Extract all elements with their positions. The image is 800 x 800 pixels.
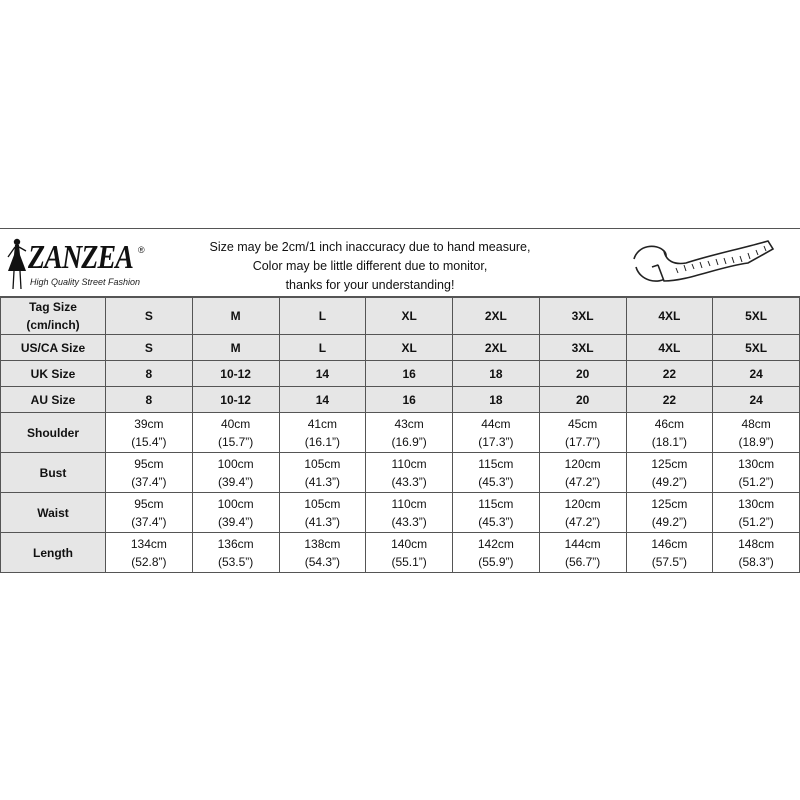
notice-line: Color may be little different due to monitor, [252, 259, 488, 273]
table-cell [192, 533, 279, 573]
size-table [0, 297, 800, 573]
table-cell [366, 493, 453, 533]
cell-cm: 148cm [738, 536, 775, 551]
cell-cm: 115cm [478, 496, 514, 511]
cell-inch: (52.8”) [131, 554, 167, 569]
table-cell: 16 [366, 361, 453, 387]
table-row-us-ca-size [1, 335, 800, 361]
table-row-tag-size [1, 298, 800, 335]
size-header: 2XL [453, 298, 540, 335]
notice-text [200, 238, 540, 295]
table-cell [106, 533, 193, 573]
cell-inch: (15.7”) [217, 434, 254, 449]
cell-inch: (15.4”) [131, 434, 167, 449]
table-cell [366, 453, 453, 493]
table-cell: S [106, 335, 193, 361]
cell-inch: (18.1”) [651, 434, 688, 449]
cell-inch: (41.3”) [304, 514, 341, 529]
table-cell [279, 453, 366, 493]
table-cell: 24 [713, 361, 800, 387]
table-row-au-size [1, 387, 800, 413]
cell-inch: (39.4”) [217, 474, 254, 489]
table-cell: 8 [106, 387, 193, 413]
table-cell [192, 413, 279, 453]
size-header: S [106, 298, 193, 335]
table-cell: XL [366, 335, 453, 361]
brand-logo [4, 237, 154, 293]
brand-name: ZANZEA [28, 239, 134, 276]
cell-inch: (16.1”) [304, 434, 341, 449]
row-label: US/CA Size [1, 335, 106, 361]
table-cell: 18 [453, 387, 540, 413]
row-label-tag-size [1, 298, 106, 335]
cell-cm: 140cm [391, 536, 428, 551]
table-cell: 16 [366, 387, 453, 413]
table-cell: 10-12 [192, 361, 279, 387]
cell-cm: 48cm [741, 416, 771, 431]
table-cell [539, 453, 626, 493]
table-cell [192, 493, 279, 533]
cell-inch: (39.4”) [217, 514, 254, 529]
cell-cm: 110cm [391, 456, 427, 471]
dress-silhouette-icon [4, 237, 30, 291]
cell-cm: 95cm [134, 496, 164, 511]
cell-inch: (47.2”) [564, 514, 601, 529]
cell-cm: 40cm [220, 416, 251, 431]
table-cell [106, 453, 193, 493]
table-cell [279, 413, 366, 453]
table-cell [366, 533, 453, 573]
size-header: M [192, 298, 279, 335]
table-row-uk-size [1, 361, 800, 387]
table-cell [626, 533, 713, 573]
table-row-bust [1, 453, 800, 493]
cell-inch: (51.2”) [738, 474, 774, 489]
table-cell [279, 533, 366, 573]
cell-inch: (57.5”) [651, 554, 688, 569]
cell-cm: 95cm [134, 456, 164, 471]
table-cell: 14 [279, 387, 366, 413]
table-row-waist [1, 493, 800, 533]
cell-inch: (17.3”) [478, 434, 514, 449]
table-cell: 20 [539, 361, 626, 387]
cell-cm: 45cm [567, 416, 598, 431]
table-cell [106, 413, 193, 453]
table-cell: L [279, 335, 366, 361]
table-cell: 8 [106, 361, 193, 387]
table-cell: 24 [713, 387, 800, 413]
cell-inch: (49.2”) [651, 514, 688, 529]
table-cell [279, 493, 366, 533]
table-cell: 20 [539, 387, 626, 413]
row-label: Shoulder [1, 413, 106, 453]
cell-cm: 146cm [651, 536, 688, 551]
table-cell: 5XL [713, 335, 800, 361]
cell-inch: (56.7”) [564, 554, 601, 569]
size-chart [0, 228, 800, 570]
cell-inch: (51.2”) [738, 514, 774, 529]
cell-cm: 39cm [134, 416, 164, 431]
row-label: Waist [1, 493, 106, 533]
table-cell: 3XL [539, 335, 626, 361]
notice-line: Size may be 2cm/1 inch inaccuracy due to hand measure, [209, 240, 531, 254]
registered-mark: ® [138, 245, 145, 255]
table-cell [539, 493, 626, 533]
size-header: L [279, 298, 366, 335]
cell-inch: (41.3”) [304, 474, 341, 489]
cell-inch: (49.2”) [651, 474, 688, 489]
cell-inch: (54.3”) [304, 554, 341, 569]
cell-cm: 105cm [304, 496, 341, 511]
cell-cm: 115cm [478, 456, 514, 471]
cell-cm: 44cm [481, 416, 511, 431]
cell-inch: (58.3”) [738, 554, 774, 569]
table-row-length [1, 533, 800, 573]
brand-tagline: High Quality Street Fashion [30, 277, 141, 287]
cell-cm: 134cm [130, 536, 167, 551]
table-cell: 4XL [626, 335, 713, 361]
table-cell: 22 [626, 387, 713, 413]
cell-cm: 136cm [217, 536, 254, 551]
table-cell [366, 413, 453, 453]
table-cell [713, 413, 800, 453]
cell-inch: (37.4”) [131, 474, 167, 489]
row-label: AU Size [1, 387, 106, 413]
table-cell [539, 413, 626, 453]
cell-inch: (18.9”) [738, 434, 774, 449]
cell-cm: 105cm [304, 456, 341, 471]
row-label: UK Size [1, 361, 106, 387]
table-cell [453, 493, 540, 533]
table-cell [453, 453, 540, 493]
size-header: 3XL [539, 298, 626, 335]
cell-cm: 130cm [738, 496, 775, 511]
cell-cm: 125cm [651, 496, 688, 511]
table-cell [626, 453, 713, 493]
measuring-tape-icon [628, 237, 778, 289]
cell-inch: (16.9”) [391, 434, 427, 449]
cell-inch: (45.3”) [478, 514, 514, 529]
table-cell [453, 413, 540, 453]
cell-inch: (43.3”) [391, 474, 427, 489]
cell-cm: 125cm [651, 456, 688, 471]
cell-cm: 142cm [477, 536, 514, 551]
cell-cm: 41cm [307, 416, 338, 431]
cell-cm: 144cm [564, 536, 601, 551]
size-header: XL [366, 298, 453, 335]
table-cell [713, 453, 800, 493]
notice-line: thanks for your understanding! [285, 278, 455, 292]
table-cell [539, 533, 626, 573]
row-label: Length [1, 533, 106, 573]
cell-inch: (37.4”) [131, 514, 167, 529]
table-cell [713, 493, 800, 533]
table-cell: 22 [626, 361, 713, 387]
cell-cm: 138cm [304, 536, 341, 551]
cell-cm: 120cm [564, 456, 601, 471]
cell-cm: 110cm [391, 496, 427, 511]
table-cell: 18 [453, 361, 540, 387]
size-header: 4XL [626, 298, 713, 335]
table-cell [453, 533, 540, 573]
table-cell [713, 533, 800, 573]
cell-inch: (47.2”) [564, 474, 601, 489]
tag-size-label: Tag Size [29, 300, 77, 314]
table-row-shoulder [1, 413, 800, 453]
cell-cm: 43cm [394, 416, 424, 431]
cell-inch: (55.1”) [391, 554, 427, 569]
row-label: Bust [1, 453, 106, 493]
cell-inch: (55.9”) [478, 554, 514, 569]
cell-cm: 100cm [217, 456, 254, 471]
cell-cm: 130cm [738, 456, 775, 471]
cell-cm: 120cm [564, 496, 601, 511]
cell-inch: (45.3”) [478, 474, 514, 489]
cell-cm: 46cm [654, 416, 685, 431]
chart-header [0, 229, 800, 297]
cell-cm: 100cm [217, 496, 254, 511]
table-cell [626, 413, 713, 453]
table-cell: 10-12 [192, 387, 279, 413]
table-cell: M [192, 335, 279, 361]
table-cell [626, 493, 713, 533]
table-cell: 2XL [453, 335, 540, 361]
cell-inch: (43.3”) [391, 514, 427, 529]
cell-inch: (17.7”) [564, 434, 601, 449]
tag-size-unit: (cm/inch) [26, 318, 80, 332]
table-cell [106, 493, 193, 533]
cell-inch: (53.5”) [217, 554, 254, 569]
table-cell: 14 [279, 361, 366, 387]
size-header: 5XL [713, 298, 800, 335]
table-cell [192, 453, 279, 493]
